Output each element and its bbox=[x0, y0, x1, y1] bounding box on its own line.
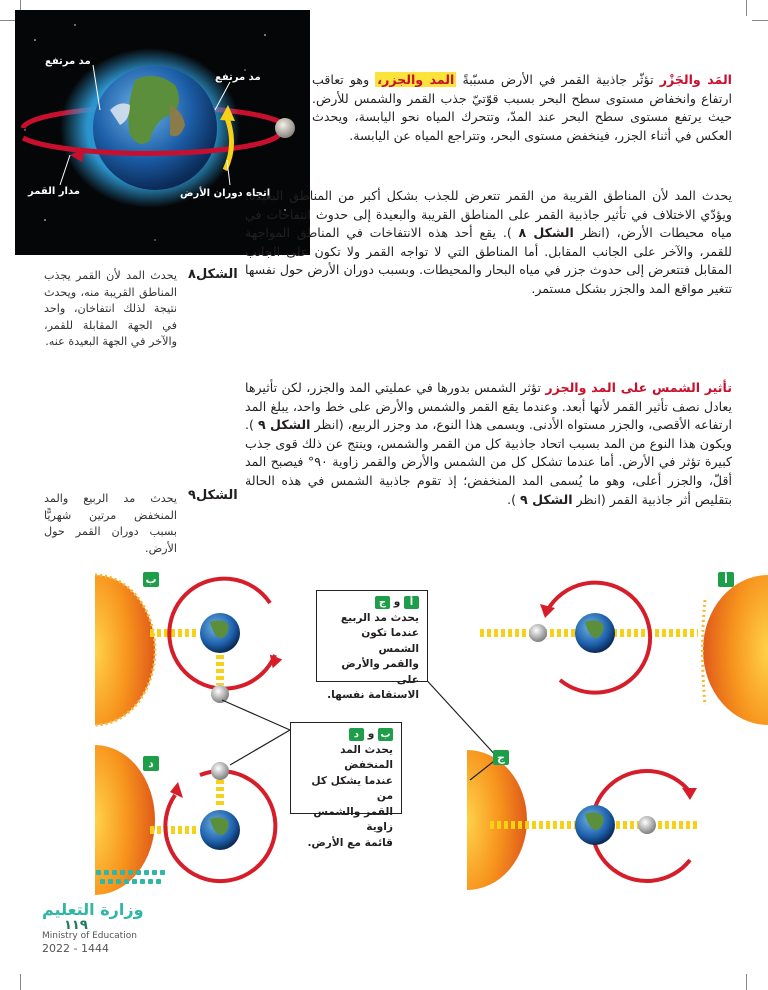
callout-top-line: والقمر والأرض على bbox=[341, 658, 419, 686]
sun-effect-paragraph bbox=[245, 379, 732, 509]
label-earth-rotation: إتجاه دوران الأرض bbox=[180, 188, 271, 199]
panel-badge-a: أ bbox=[718, 572, 734, 587]
ministry-name-en: Ministry of Education bbox=[42, 931, 137, 941]
figure9-caption: يحدث مد الربيع والمد المنخفض مرتين شهريًّا بسبب دوران القمر حول الأرض. bbox=[44, 492, 177, 555]
callout-bottom-line: قائمة مع الأرض. bbox=[307, 836, 393, 849]
label-high-tide-left: مد مرتفع bbox=[45, 56, 91, 67]
fig9-reference-2: الشكل ٩ bbox=[520, 491, 573, 507]
edition-year: 2022 - 1444 bbox=[42, 942, 109, 955]
callout-bottom-line: يحدث المد المنخفض bbox=[340, 743, 393, 771]
panel-badge-c: ج bbox=[493, 750, 509, 765]
figure8-label: الشكل٨ bbox=[188, 267, 238, 282]
tidal-bulge-text-2: ). يقع أحد هذه الانتفاخات في المناطق المواجهة للقمر، والآخر على الجانب المقابل. أما المناطق التي لا تواجه القمر ولا تكون على الجانب المقابل فتتعرض إلى حدوث جزر في مياه البحار والمحيطات. وبسبب دوران الأرض حول نفسها تتغير مواقع المد والجزر بشكل مستمر. bbox=[245, 225, 732, 296]
label-high-tide-right: مد مرتفع bbox=[215, 72, 261, 83]
figure8-caption: يحدث المد لأن القمر يجذب المناطق القريبة منه، ويحدث نتيجة لذلك انتفاخان، واحد في الجهة المقابلة للقمر، والآخر في الجهة البعيدة عنه. bbox=[44, 269, 177, 348]
crop-mark bbox=[752, 20, 768, 21]
badge-d: د bbox=[349, 728, 364, 741]
callout-pointer bbox=[230, 730, 290, 765]
panel-badge-b: ب bbox=[143, 572, 159, 587]
callout-bottom-badges bbox=[299, 727, 393, 743]
callout-top-line: يحدث مد الربيع bbox=[340, 611, 419, 624]
callout-bottom-line: عندما يشكل كل من bbox=[311, 774, 393, 802]
crop-mark bbox=[0, 20, 16, 21]
tides-body: وهو تعاقب ارتفاع وانخفاض مستوى سطح البحر بسبب قوّتيّ جذب القمر والشمس للأرض. حيث يرتفع مستوى سطح البحر عند المدّ، وتتحرك المياه نحو اليابسة، ويحدث العكس في أثناء الجزر، فينخفض مستوى البحر، وتتراجع المياه عن اليابسة. bbox=[312, 72, 732, 143]
tidal-bulge-paragraph bbox=[245, 187, 732, 299]
crop-mark bbox=[746, 974, 747, 990]
badge-b: ب bbox=[378, 728, 393, 741]
tidal-bulge-text-1: يحدث المد لأن المناطق القريبة من القمر تتعرض للجذب بشكل أكبر من المناطق البعيدة. ويؤدّي الاختلاف في تأثير جاذبية القمر على المناطق القريبة والبعيدة إلى حدوث انتفاخات في مياه محيطات الأرض، (انظر bbox=[245, 188, 732, 241]
crop-mark bbox=[746, 0, 747, 16]
callout-bottom-line: القمر والشمس زاوية bbox=[313, 805, 393, 833]
callout-top-badges bbox=[325, 595, 419, 611]
figure9-label: الشكل٩ bbox=[188, 488, 238, 503]
tides-heading: المَد والجَزْر bbox=[659, 72, 732, 87]
sun-effect-text-1: تؤثر الشمس بدورها في عمليتي المد والجزر، لكن تأثيرها يعادل نصف تأثير القمر لأنها أبعد. وعندما يقع القمر والشمس والأرض على خط واحد، يبلغ المد ارتفاعه الأقصى، والجزر مستواه الأدنى. ويسمى هذا النوع، مد وجزر الربيع، (انظر bbox=[245, 380, 732, 433]
ministry-name-ar: وزارة التعليم bbox=[42, 900, 144, 919]
label-moon-orbit: مدار القمر bbox=[28, 186, 80, 197]
ministry-logo-dots bbox=[92, 866, 182, 894]
badge-joiner: و bbox=[367, 728, 375, 740]
panel-a bbox=[480, 575, 768, 725]
fig9-reference-1: الشكل ٩ bbox=[257, 417, 311, 433]
callout-top-line: الاستقامة نفسها. bbox=[327, 689, 419, 701]
sun-effect-text-2: ). ويكون هذا النوع من المد بسبب اتحاد جاذبية كل من القمر والشمس، وينتج عن ذلك قوى جذب كبيرة تؤثر في الأرض. أما عندما تشكل كل من الشمس والأرض والقمر زاوية ٩٠° فيصبح المد أقلّ، والجزر أعلى، وهو ما يُسمى المد المنخفض؛ إذ تقوم جاذبية الشمس في هذه الحالة بتقليص أثر جاذبية القمر (انظر bbox=[245, 417, 732, 507]
sun-effect-heading: تأثير الشمس على المد والجزر bbox=[545, 380, 732, 395]
neap-tide-callout bbox=[290, 722, 402, 849]
tides-paragraph bbox=[312, 71, 732, 145]
sun-effect-text-3: ). bbox=[507, 491, 516, 507]
spring-tide-callout bbox=[316, 590, 428, 701]
tides-intro: تؤثّر جاذبية القمر في الأرض مسبّبةً bbox=[462, 72, 654, 87]
callout-top-line: عندما تكون الشمس bbox=[361, 627, 419, 655]
fig8-reference: الشكل ٨ bbox=[518, 225, 574, 241]
page-number: ١١٩ bbox=[64, 918, 88, 933]
crop-mark bbox=[20, 974, 21, 990]
ministry-logo bbox=[92, 866, 182, 894]
panel-badge-d: د bbox=[143, 756, 159, 771]
panel-b bbox=[95, 575, 284, 725]
badge-joiner: و bbox=[393, 596, 401, 608]
panel-c bbox=[467, 750, 700, 890]
badge-c: ج bbox=[375, 596, 390, 609]
callout-pointer bbox=[222, 700, 290, 730]
tides-term-highlight: المد والجزر، bbox=[377, 72, 455, 87]
badge-a: أ bbox=[404, 596, 419, 609]
